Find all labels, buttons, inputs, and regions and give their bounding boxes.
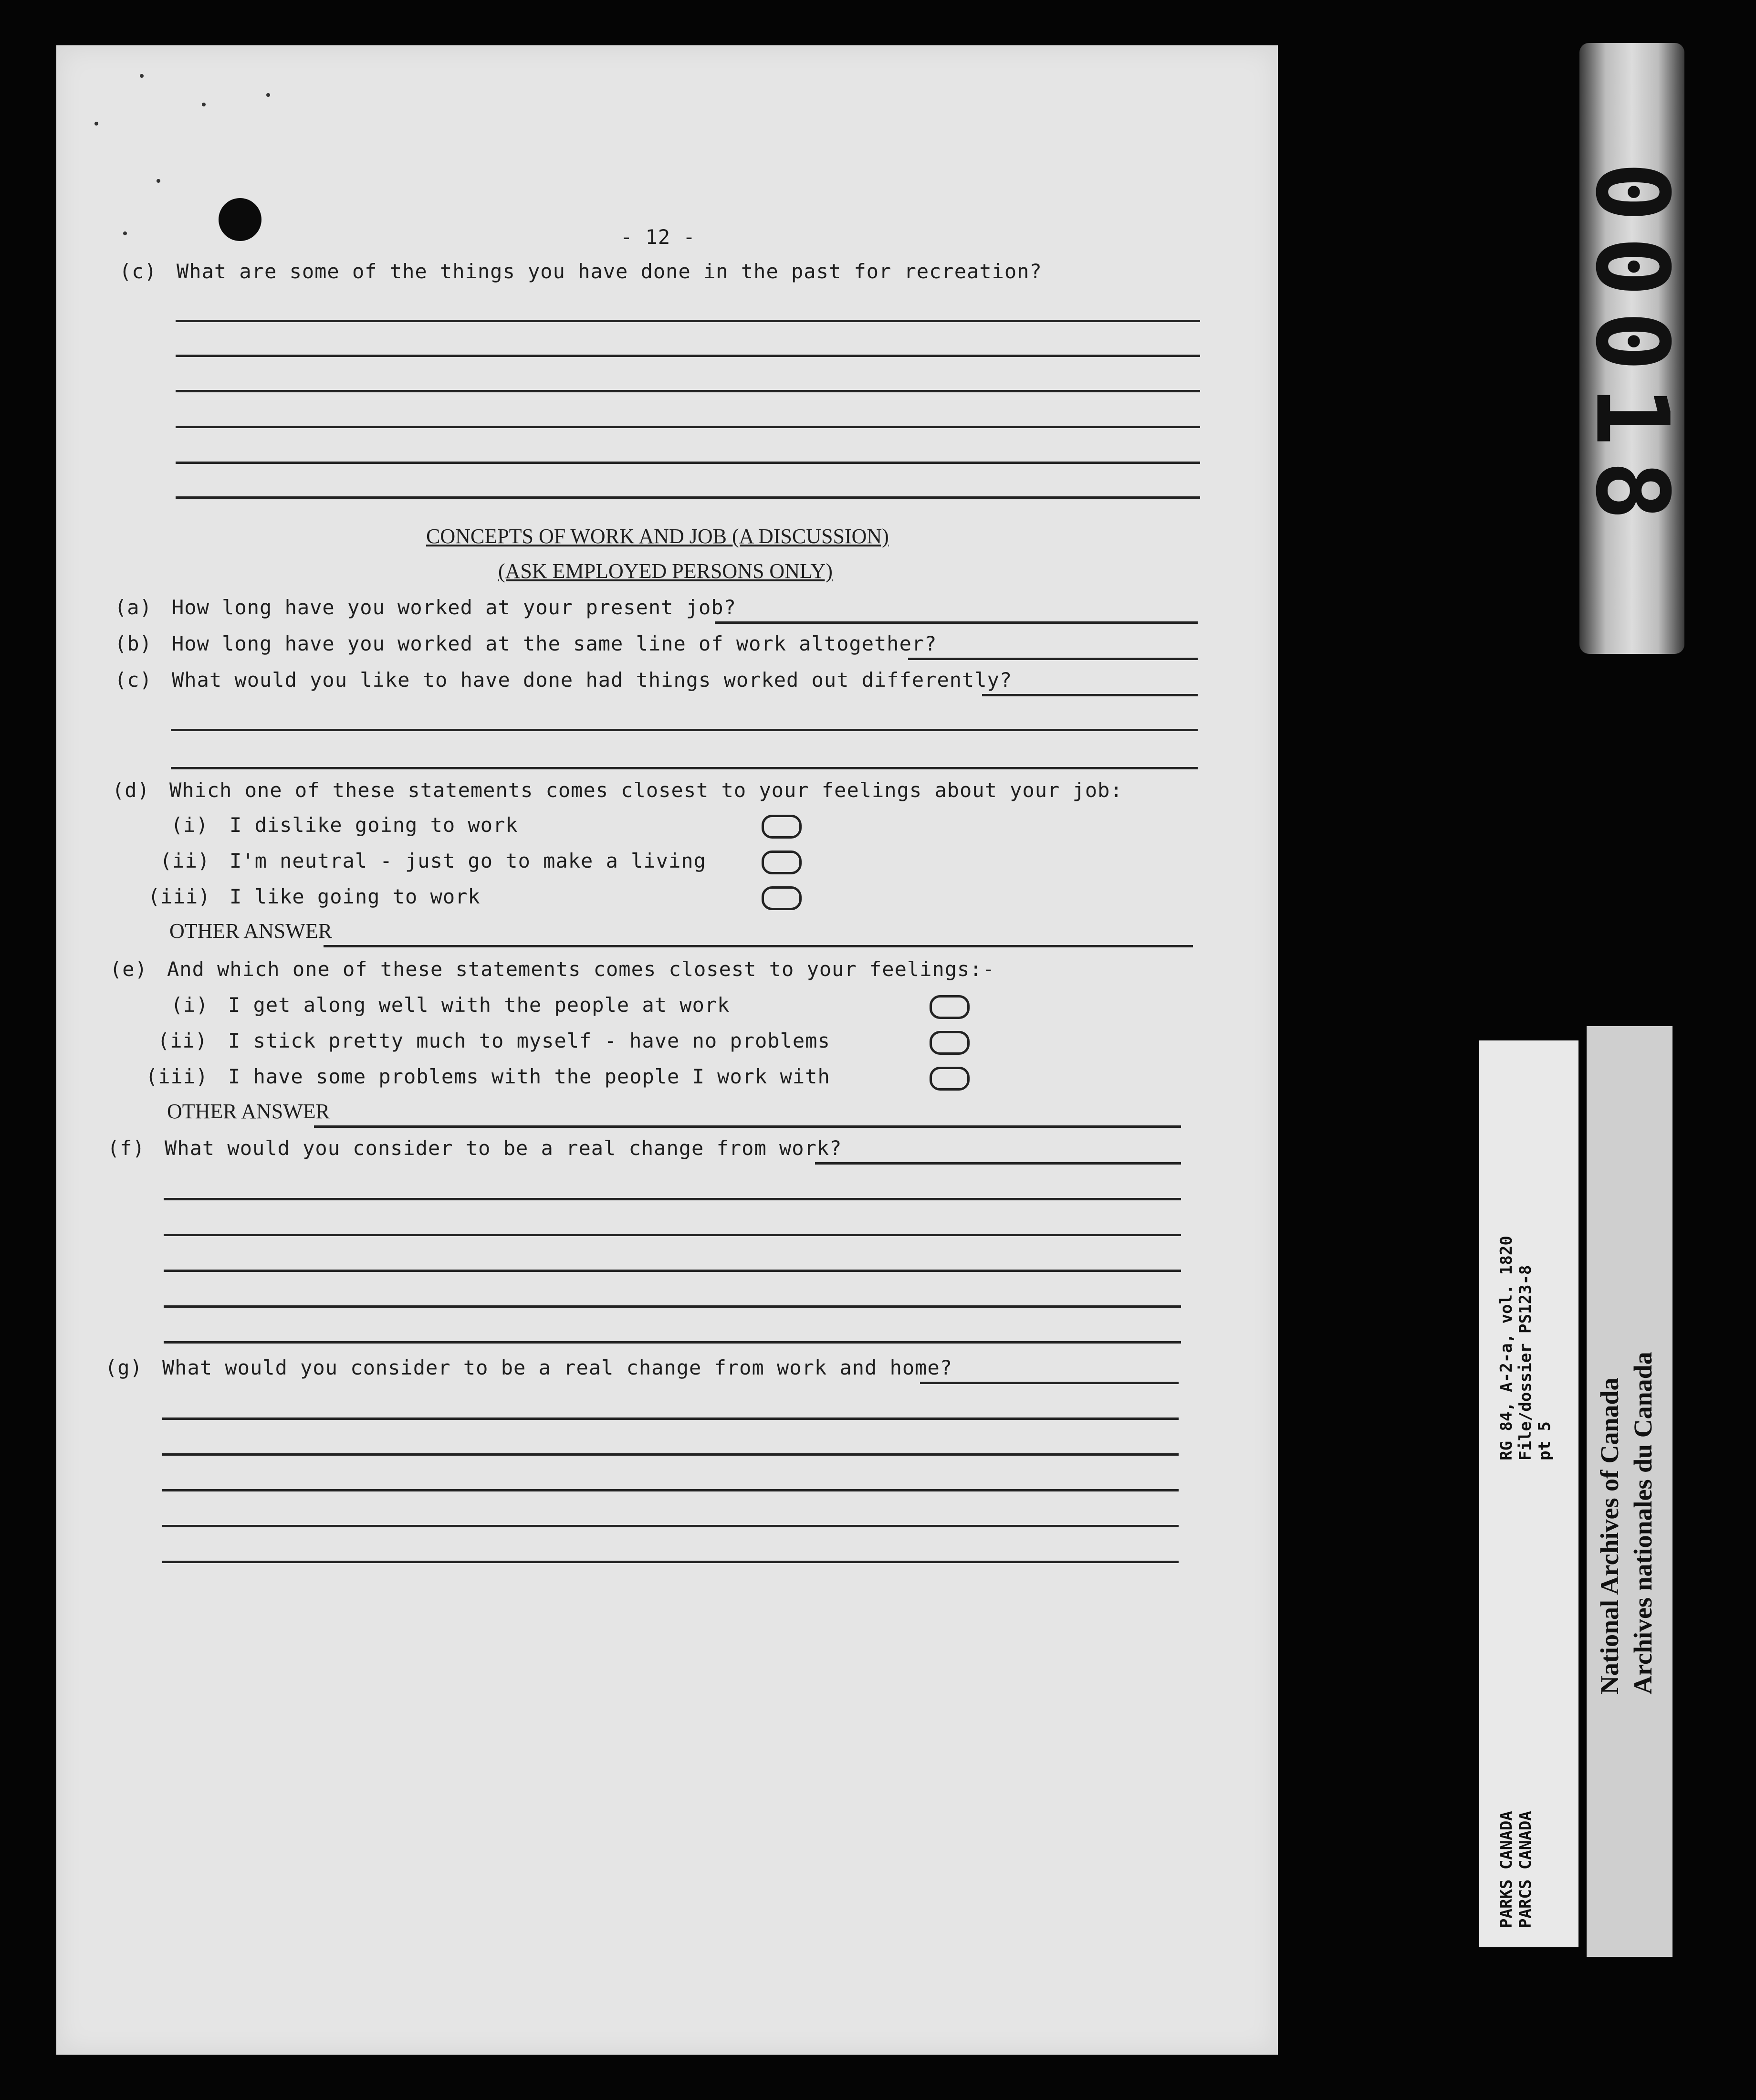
question-text-d: Which one of these statements comes closest to your feelings about your job: <box>169 778 1123 802</box>
question-label: (b) <box>115 632 152 655</box>
other-answer-label: OTHER ANSWER <box>169 919 332 943</box>
punch-hole <box>219 198 261 241</box>
option-number: (ii) <box>157 1029 208 1052</box>
question-label: (a) <box>115 596 152 619</box>
answer-line <box>162 1418 1179 1420</box>
answer-line <box>171 767 1198 769</box>
option-number: (i) <box>171 993 209 1017</box>
archives-name-label <box>1587 1026 1672 1957</box>
answer-line <box>176 390 1200 392</box>
speck <box>202 103 206 106</box>
reference-line: pt 5 <box>1535 1421 1554 1460</box>
option-text: I get along well with the people at work <box>228 993 730 1017</box>
question-text-b: How long have you worked at the same line of work altogether? <box>172 632 937 655</box>
question-text-g: What would you consider to be a real change from work and home? <box>162 1356 953 1379</box>
question-text-recreation: What are some of the things you have done in the past for recreation? <box>177 260 1042 283</box>
reference-line: RG 84, A-2-a, vol. 1820 <box>1497 1236 1516 1460</box>
section-subtitle: (ASK EMPLOYED PERSONS ONLY) <box>498 559 833 583</box>
agency-line: PARKS CANADA <box>1497 1811 1516 1928</box>
question-label: (g) <box>105 1356 143 1379</box>
answer-line <box>176 355 1200 357</box>
reference-line: File/dossier PS123-8 <box>1516 1265 1535 1460</box>
checkbox-stick-to-myself[interactable] <box>930 1031 970 1055</box>
answer-line <box>164 1234 1181 1236</box>
option-text: I stick pretty much to myself - have no problems <box>228 1029 830 1052</box>
archives-line: Archives nationales du Canada <box>1629 1352 1657 1694</box>
answer-line <box>314 1125 1181 1128</box>
answer-line <box>176 462 1200 464</box>
speck <box>266 93 270 97</box>
answer-line <box>164 1270 1181 1272</box>
option-text: I dislike going to work <box>230 813 518 837</box>
question-label: (c) <box>119 260 157 283</box>
option-text: I like going to work <box>230 885 481 908</box>
option-number: (iii) <box>146 1065 209 1088</box>
question-text-c: What would you like to have done had things worked out differently? <box>172 668 1013 692</box>
section-title: CONCEPTS OF WORK AND JOB (A DISCUSSION) <box>426 525 889 548</box>
speck <box>94 122 98 126</box>
answer-line <box>324 945 1193 947</box>
answer-line <box>982 694 1198 696</box>
checkbox-dislike[interactable] <box>762 815 802 839</box>
answer-line <box>920 1382 1179 1384</box>
option-text: I'm neutral - just go to make a living <box>230 849 706 872</box>
question-text-f: What would you consider to be a real change from work? <box>165 1136 842 1160</box>
archives-line: National Archives of Canada <box>1595 1377 1624 1694</box>
answer-line <box>162 1561 1179 1563</box>
question-label: (d) <box>112 778 150 802</box>
question-label: (f) <box>107 1136 145 1160</box>
speck <box>140 74 144 78</box>
frame-number: 00018 <box>1573 161 1691 536</box>
archive-reference-label <box>1479 1040 1578 1947</box>
checkbox-like[interactable] <box>762 886 802 910</box>
answer-line <box>908 658 1198 660</box>
frame-counter <box>1573 43 1691 654</box>
speck <box>157 179 160 183</box>
option-text: I have some problems with the people I work with <box>228 1065 830 1088</box>
agency-line: PARCS CANADA <box>1516 1811 1535 1928</box>
other-answer-label: OTHER ANSWER <box>167 1100 330 1123</box>
checkbox-neutral[interactable] <box>762 850 802 874</box>
option-number: (i) <box>171 813 209 837</box>
answer-line <box>815 1162 1181 1165</box>
question-text-e: And which one of these statements comes closest to your feelings:- <box>167 957 995 981</box>
answer-line <box>176 320 1200 322</box>
page-number: - 12 - <box>620 225 696 249</box>
answer-line <box>162 1453 1179 1456</box>
answer-line <box>162 1525 1179 1527</box>
speck <box>123 231 127 235</box>
answer-line <box>164 1198 1181 1200</box>
question-label: (e) <box>110 957 147 981</box>
question-text-a: How long have you worked at your present job? <box>172 596 736 619</box>
answer-line <box>176 426 1200 428</box>
checkbox-get-along[interactable] <box>930 995 970 1019</box>
question-label: (c) <box>115 668 152 692</box>
answer-line <box>171 729 1198 731</box>
checkbox-some-problems[interactable] <box>930 1067 970 1091</box>
option-number: (iii) <box>148 885 211 908</box>
option-number: (ii) <box>160 849 210 872</box>
answer-line <box>164 1341 1181 1344</box>
answer-line <box>162 1489 1179 1491</box>
answer-line <box>176 496 1200 499</box>
document-page <box>56 45 1278 2055</box>
answer-line <box>715 621 1198 624</box>
answer-line <box>164 1305 1181 1308</box>
